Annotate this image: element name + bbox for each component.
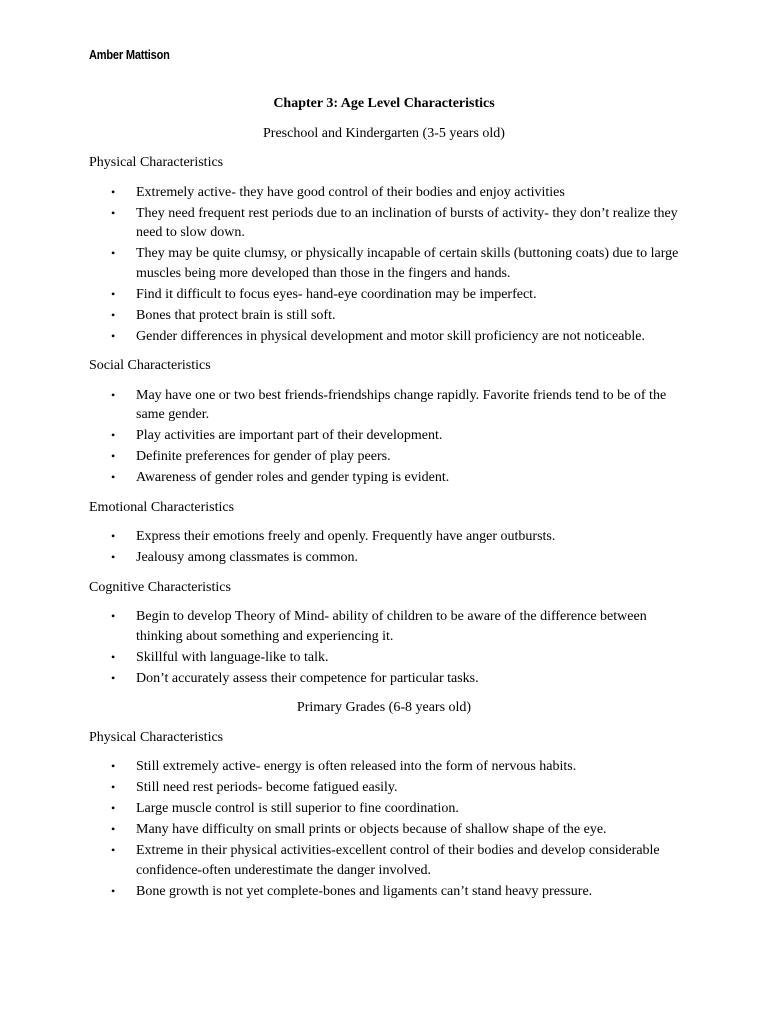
- list-item-text: Large muscle control is still superior to fine coordination.: [136, 801, 459, 816]
- list-item: [89, 447, 679, 467]
- bullet-list: [89, 527, 679, 568]
- bullet-list: [89, 757, 679, 901]
- list-item: [89, 669, 679, 689]
- list-item: [89, 183, 679, 203]
- section-heading: Physical Characteristics: [89, 155, 224, 170]
- list-item: [89, 468, 679, 488]
- list-item-text: They may be quite clumsy, or physically incapable of certain skills (buttoning coats) due to large muscles being more developed than those in the fingers and hands.: [136, 246, 679, 281]
- bullet-icon: •: [111, 205, 116, 220]
- list-item: [89, 820, 679, 840]
- list-item: [89, 799, 679, 819]
- list-item-text: Play activities are important part of their development.: [136, 428, 443, 443]
- list-item-text: Extremely active- they have good control of their bodies and enjoy activities: [136, 184, 565, 200]
- bullet-icon: •: [111, 184, 116, 199]
- list-item: [89, 285, 679, 305]
- list-item-text: Jealousy among classmates is common.: [136, 550, 359, 565]
- list-item-text: Begin to develop Theory of Mind- ability of children to be aware of the difference between thinking about something and experiencing it.: [136, 609, 647, 644]
- bullet-icon: •: [111, 609, 116, 623]
- section-heading: Physical Characteristics: [89, 729, 224, 745]
- bullet-icon: •: [111, 470, 116, 484]
- bullet-list: [89, 607, 679, 688]
- list-item: [89, 607, 679, 646]
- bullet-icon: •: [111, 670, 116, 685]
- bullet-icon: •: [111, 387, 116, 402]
- chapter-title: Chapter 3: Age Level Characteristics: [273, 96, 495, 111]
- list-item-text: Extreme in their physical activities-excellent control of their bodies and develop considerable confidence-often underestimate the danger involved.: [136, 843, 660, 878]
- list-item-text: Awareness of gender roles and gender typing is evident.: [136, 470, 450, 485]
- list-item-text: May have one or two best friends-friendships change rapidly. Favorite friends tend to be of the same gender.: [136, 387, 667, 422]
- list-item: [89, 327, 679, 347]
- list-item: [89, 841, 679, 880]
- list-item-text: Definite preferences for gender of play peers.: [136, 449, 391, 464]
- list-item: [89, 204, 679, 243]
- bullet-icon: •: [111, 759, 116, 773]
- bullet-icon: •: [111, 449, 116, 463]
- bullet-list: [89, 183, 679, 347]
- list-item-text: Still need rest periods- become fatigued easily.: [136, 780, 398, 795]
- section-heading: Cognitive Characteristics: [89, 579, 231, 595]
- list-item: [89, 306, 679, 326]
- bullet-list: [89, 386, 679, 488]
- list-item: [89, 426, 679, 446]
- list-item: [89, 548, 679, 568]
- section-heading: Emotional Characteristics: [89, 499, 235, 515]
- list-item-text: Many have difficulty on small prints or objects because of shallow shape of the eye.: [136, 822, 607, 837]
- bullet-icon: •: [111, 307, 116, 322]
- list-item: [89, 527, 679, 547]
- list-item-text: Bone growth is not yet complete-bones and ligaments can’t stand heavy pressure.: [136, 883, 593, 899]
- age-group-heading: Primary Grades (6-8 years old): [296, 700, 472, 715]
- bullet-icon: •: [111, 550, 116, 564]
- list-item-text: Express their emotions freely and openly. Frequently have anger outbursts.: [136, 529, 556, 544]
- bullet-icon: •: [111, 328, 116, 343]
- bullet-icon: •: [111, 822, 116, 836]
- list-item-text: Bones that protect brain is still soft.: [136, 307, 336, 323]
- bullet-icon: •: [111, 286, 116, 301]
- list-item: [89, 244, 679, 283]
- bullet-icon: •: [111, 529, 116, 543]
- list-item: [89, 386, 679, 425]
- bullet-icon: •: [111, 780, 116, 794]
- bullet-icon: •: [111, 428, 116, 442]
- age-group-heading: Preschool and Kindergarten (3-5 years old): [263, 125, 505, 141]
- bullet-icon: •: [111, 883, 116, 898]
- list-item-text: Skillful with language-like to talk.: [136, 649, 329, 665]
- list-item-text: Find it difficult to focus eyes- hand-eye coordination may be imperfect.: [136, 286, 537, 302]
- bullet-icon: •: [111, 246, 116, 260]
- section-heading: Social Characteristics: [89, 358, 211, 373]
- list-item: [89, 757, 679, 777]
- list-item-text: Still extremely active- energy is often released into the form of nervous habits.: [136, 759, 577, 774]
- list-item-text: They need frequent rest periods due to an inclination of bursts of activity- they don’t realize they need to slow down.: [136, 205, 678, 240]
- list-item: [89, 778, 679, 798]
- list-item-text: Don’t accurately assess their competence for particular tasks.: [136, 670, 479, 686]
- list-item: [89, 648, 679, 668]
- list-item-text: Gender differences in physical development and motor skill proficiency are not noticeable.: [136, 328, 646, 344]
- list-item: [89, 882, 679, 902]
- author-name: Amber Mattison: [89, 48, 170, 62]
- bullet-icon: •: [111, 801, 116, 815]
- bullet-icon: •: [111, 649, 116, 664]
- document-body: [89, 94, 679, 911]
- bullet-icon: •: [111, 843, 116, 857]
